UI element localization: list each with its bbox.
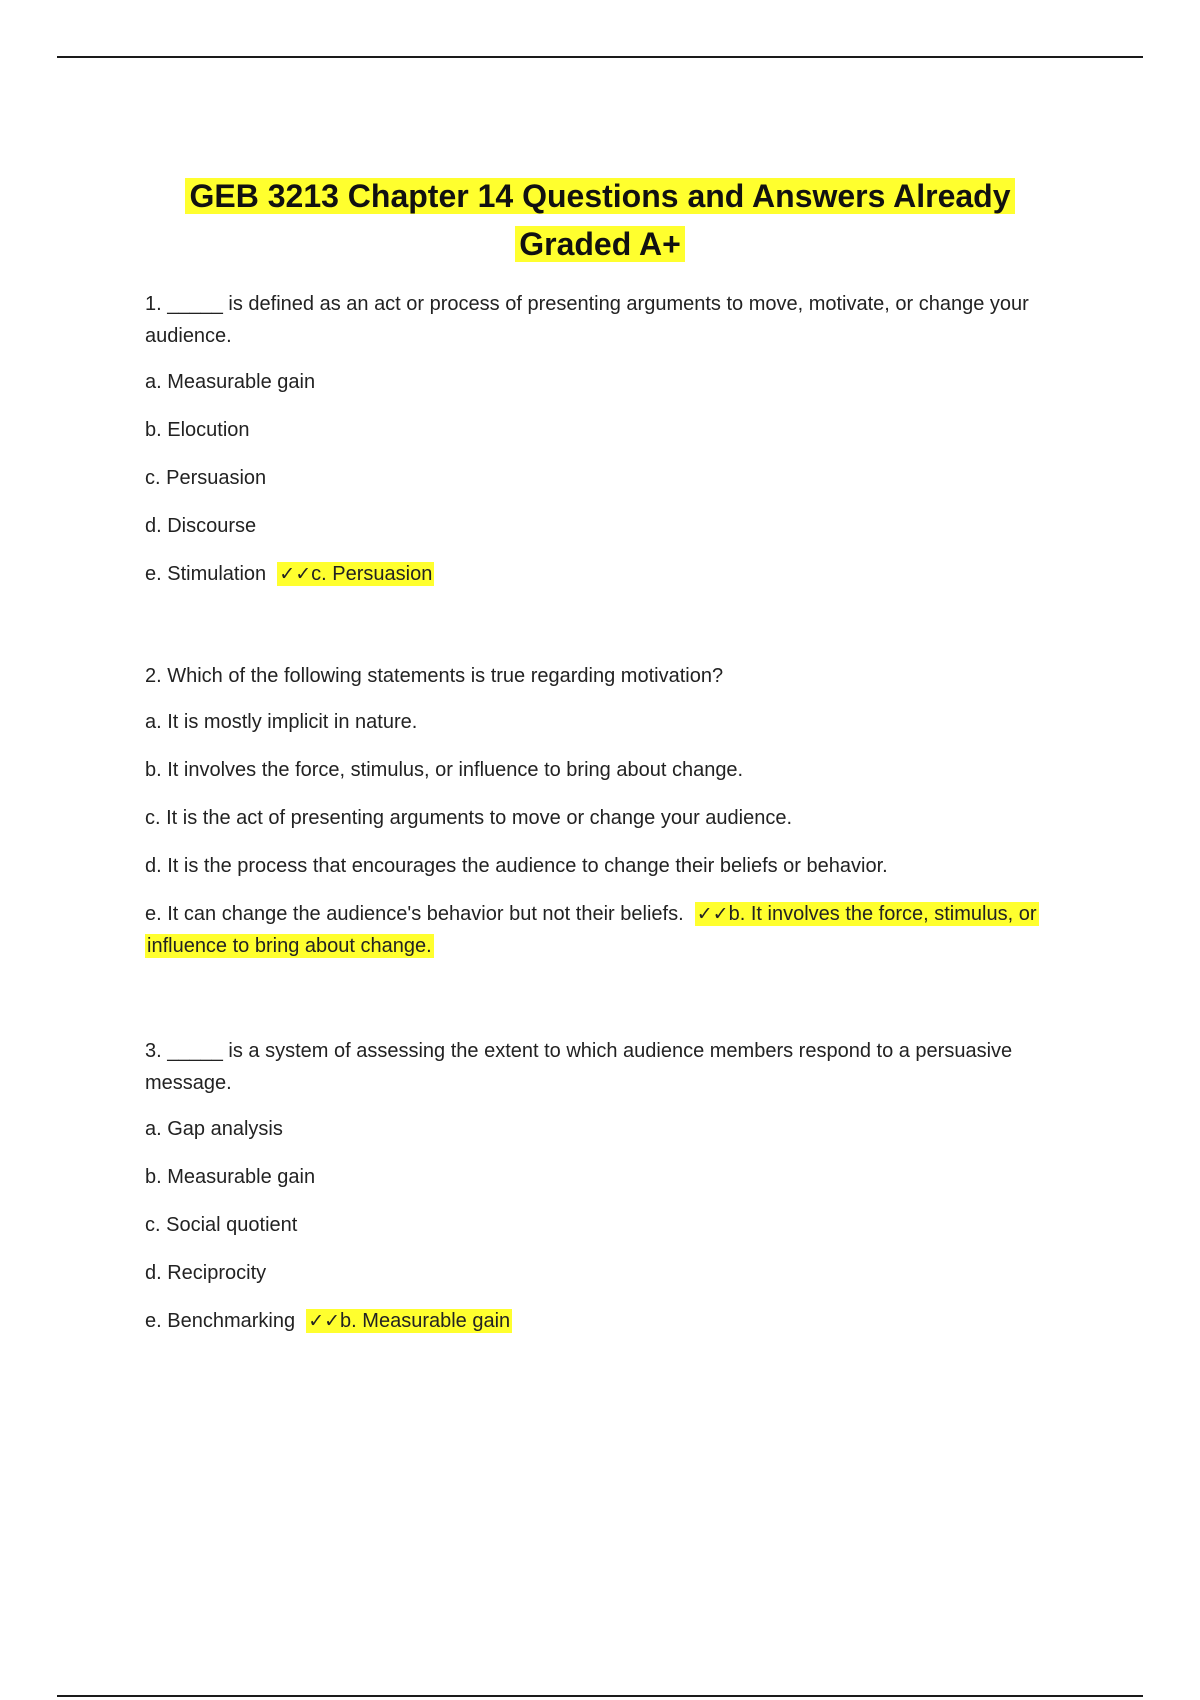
- option-e-with-answer: [145, 558, 1075, 590]
- question-stem: 1. _____ is defined as an act or process of presenting arguments to move, motivate, or change your audience.: [145, 293, 1029, 347]
- option-b: b. Elocution: [145, 419, 250, 441]
- option-a: a. Gap analysis: [145, 1118, 283, 1140]
- answer-text: b. It involves the force, stimulus, or influence to bring about change.: [147, 903, 1037, 957]
- option-e: e. Stimulation: [145, 563, 267, 585]
- option-e-with-answer: [145, 1305, 1075, 1337]
- double-check-icon: ✓✓: [696, 903, 729, 925]
- header-rule: [57, 56, 1143, 58]
- option-d: d. It is the process that encourages the audience to change their beliefs or behavior.: [145, 855, 888, 877]
- option-e-with-answer: [145, 898, 1075, 962]
- answer-highlight: [277, 562, 434, 586]
- option-c: c. It is the act of presenting arguments to move or change your audience.: [145, 807, 793, 829]
- footer-rule: [57, 1695, 1143, 1697]
- option-e: e. Benchmarking: [145, 1310, 296, 1332]
- question-2: [145, 660, 1075, 962]
- answer-text: c. Persuasion: [311, 563, 433, 585]
- option-c: c. Persuasion: [145, 467, 267, 489]
- option-e: e. It can change the audience's behavior but not their beliefs.: [145, 903, 684, 925]
- option-b: b. It involves the force, stimulus, or influence to bring about change.: [145, 759, 744, 781]
- title-line-2: Graded A+: [515, 226, 685, 262]
- question-stem: 2. Which of the following statements is true regarding motivation?: [145, 665, 724, 687]
- option-c: c. Social quotient: [145, 1214, 298, 1236]
- document-title: [100, 172, 1100, 268]
- double-check-icon: ✓✓: [308, 1310, 341, 1332]
- answer-text: b. Measurable gain: [340, 1310, 511, 1332]
- question-3: [145, 1035, 1075, 1337]
- option-a: a. It is mostly implicit in nature.: [145, 711, 418, 733]
- answer-highlight: [306, 1309, 512, 1333]
- option-a: a. Measurable gain: [145, 371, 316, 393]
- question-1: [145, 288, 1075, 590]
- double-check-icon: ✓✓: [279, 563, 312, 585]
- title-line-1: GEB 3213 Chapter 14 Questions and Answers Already: [185, 178, 1014, 214]
- option-d: d. Discourse: [145, 515, 257, 537]
- option-b: b. Measurable gain: [145, 1166, 316, 1188]
- option-d: d. Reciprocity: [145, 1262, 267, 1284]
- question-stem: 3. _____ is a system of assessing the extent to which audience members respond to a persuasive message.: [145, 1040, 1013, 1094]
